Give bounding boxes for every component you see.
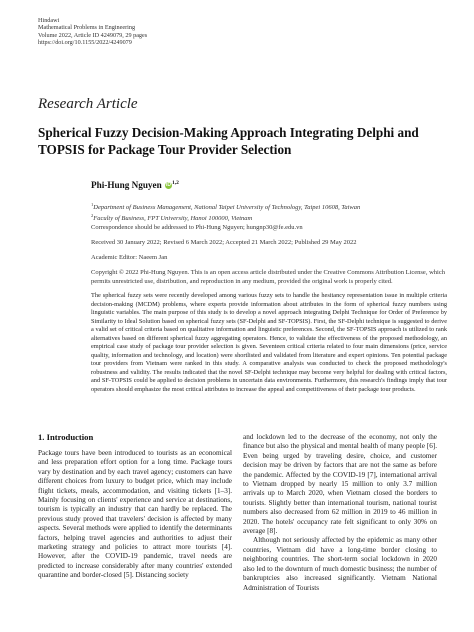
- affiliation-2: $^2$Faculty of Business, FPT University, Hanoi 100000, Vietnam: [91, 213, 253, 223]
- volume-line: Volume 2022, Article ID 4249079, 29 pages: [38, 31, 148, 39]
- academic-editor: Academic Editor: Naeem Jan: [91, 254, 168, 261]
- author-line: [91, 180, 179, 190]
- journal-name: Mathematical Problems in Engineering: [38, 24, 136, 32]
- article-type: Research Article: [38, 96, 138, 112]
- right-column: [243, 433, 437, 593]
- paragraph: Package tours have been introduced to tourists as an economical and less preparation effort option for a long time. Package tours vary by destination and by each travel agency; customers can have different choices from luxury to budget price, which may include flight tickets, meals, accommodation, and visiting tickets [1–3]. Mainly focusing on clients' experience and service at destinations, tourism is typically an industry that can hardly be replaced. The previous study proved that travelers' decision is affected by many aspects. Several methods were applied to identify the determinants factors, helping travel agencies and authorities to adjust their marketing strategy and policies to attract more tourists [4]. However, after the COVID-19 pandemic, travel needs are predicted to increase considerably after many countries' extended quarantine and border-closed [5]. Distancing society: [38, 449, 232, 580]
- section-number: 1.: [38, 432, 45, 442]
- doi-link[interactable]: https://doi.org/10.1155/2022/4249079: [38, 39, 132, 47]
- paragraph: and lockdown led to the decrease of the economy, not only the finance but also the physical and mental health of many people [6]. Even being urged by traveling desire, choice, and customer decision may be driven by factors that are not the same as before the pandemic. Affected by the COVID-19 [7], international arrival to Vietnam dropped by nearly 15 million to only 3.7 million arrivals up to March 2020, when Vietnam closed the borders to tourists. Slightly better than international tourism, national tourist numbers also decreased from 62 million in 2019 to 46 million in 2020. The hotels' occupancy rate felt significant to only 30% on average [8].: [243, 433, 437, 536]
- affiliation-1: $^1$Department of Business Management, National Taipei University of Technology, Taipei 10608, Taiwan: [91, 202, 361, 212]
- copyright-notice: Copyright © 2022 Phi-Hung Nguyen. This is an open access article distributed under the Creative Commons Attribution License, which permits unrestricted use, distribution, and reproduction in any medium, provided the original work is properly cited.: [91, 269, 445, 285]
- author-name[interactable]: Phi-Hung Nguyen: [91, 180, 162, 191]
- affiliations: [91, 201, 446, 223]
- section-title: Introduction: [46, 432, 94, 442]
- paragraph: Although not seriously affected by the epidemic as many other countries, Vietnam did have a long-time border closing to neighboring countries. The short-term social lockdown in 2020 also led to the downturn of much domestic business; the number of bankruptcies also increased significantly. Vietnam National Administration of Tourists: [243, 536, 437, 592]
- abstract: The spherical fuzzy sets were recently developed among various fuzzy sets to handle the hesitancy representation issue in multiple criteria decision-making (MCDM) problems, where experts provide information about attributes in the form of spherical fuzzy numbers using linguistic variables. The main purpose of this study is to develop a novel approach integrating Delphi Technique for Order of Preference by Similarity to Ideal Solution based on spherical fuzzy sets (SF-Delphi and SF-TOPSIS). First, the SF-Delphi technique is suggested to derive a valid set of critical criteria based on qualitative information and linguistic preferences. Second, the SF-TOPSIS approach is utilized to rank alternatives based on different spherical fuzzy aggregating operators. Hence, to validate the effectiveness of the proposed methodology, an empirical case study of package tour provider selection is given. Seventeen critical criteria related to four main dimensions (price, service quality, information and technology, and location) were shortlisted and validated from literature and expert opinions. Ten potential package tour providers from Vietnam were ranked in this study. A comparative analysis was conducted to check the proposed methodology's robustness and validity. The results indicated that the novel SF-Delphi technique may become very helpful for dealing with critical factors, and SF-TOPSIS could be applied to decision problems in uncertain data environments. Furthermore, this research's findings imply that tour operators should emphasize the most critical attributes to increase the appeal and competitiveness of their package tour products.: [91, 292, 447, 393]
- author-affiliation-marks: 1,2: [172, 180, 179, 186]
- section-heading: [38, 432, 93, 442]
- publication-header: [38, 17, 147, 47]
- correspondence: Correspondence should be addressed to Phi-Hung Nguyen; hungnp30@fe.edu.vn: [91, 224, 303, 231]
- publisher-name: Hindawi: [38, 17, 60, 24]
- orcid-icon[interactable]: iD: [166, 182, 172, 189]
- paper-title: Spherical Fuzzy Decision-Making Approach Integrating Delphi and TOPSIS for Package Tour Provider Selection: [38, 125, 419, 157]
- publication-dates: Received 30 January 2022; Revised 6 March 2022; Accepted 21 March 2022; Published 29 May 2022: [91, 239, 357, 246]
- left-column: [38, 449, 232, 581]
